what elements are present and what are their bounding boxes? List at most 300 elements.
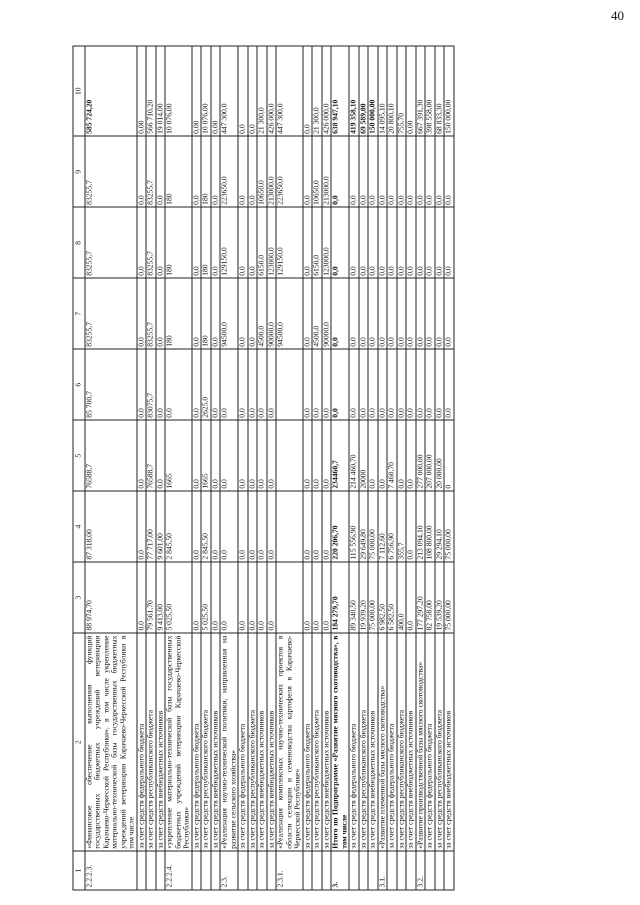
row-total-value: 0,00	[211, 46, 221, 136]
row-year-value: 4500,0	[257, 278, 267, 349]
row-code	[248, 851, 258, 890]
row-year-value: 2 845,50	[201, 491, 211, 562]
column-header: 2	[73, 633, 85, 851]
row-year-value: 180	[165, 207, 192, 278]
row-year-value: 19 539,20	[435, 562, 445, 633]
row-year-value: 0,0	[331, 278, 349, 349]
row-code	[359, 851, 369, 890]
row-year-value: 0,0	[238, 278, 248, 349]
row-total-value: 0,0	[303, 46, 313, 136]
row-year-value: 0,0	[248, 207, 258, 278]
row-year-value: 0,0	[238, 136, 248, 207]
row-total-value: 20 800,10	[387, 46, 397, 136]
row-year-value: 0,0	[220, 562, 238, 633]
row-year-value: 223650,0	[276, 136, 303, 207]
row-total-value: 0,00	[406, 46, 416, 136]
row-year-value: 180	[165, 278, 192, 349]
column-header: 7	[73, 278, 85, 349]
row-year-value: 0,0	[378, 278, 388, 349]
row-year-value: 0,0	[211, 136, 221, 207]
row-year-value: 75 000,00	[368, 491, 378, 562]
row-total-value: 566 710,20	[146, 46, 156, 136]
row-year-value: 0,0	[192, 420, 202, 491]
row-year-value: 0,0	[349, 207, 359, 278]
row-year-value: 0,0	[312, 420, 322, 491]
row-year-value: 0,0	[397, 136, 407, 207]
row-year-value: 0,0	[137, 136, 147, 207]
row-year-value: 0,0	[349, 349, 359, 420]
row-year-value: 7 460,70	[387, 420, 397, 491]
row-description: за счет средств федерального бюджета	[137, 633, 147, 851]
row-total-value: 19 014,00	[156, 46, 166, 136]
row-code	[435, 851, 445, 890]
row-year-value: 0,0	[211, 562, 221, 633]
row-year-value: 0,0	[425, 278, 435, 349]
row-total-value: 755,70	[397, 46, 407, 136]
row-year-value: 77 717,00	[146, 491, 156, 562]
row-year-value: 0,0	[238, 491, 248, 562]
row-code: 2.3.	[220, 851, 238, 890]
column-header: 9	[73, 136, 85, 207]
row-year-value: 0,0	[406, 349, 416, 420]
row-year-value: 0,0	[248, 278, 258, 349]
row-year-value: 10650,0	[312, 136, 322, 207]
row-year-value: 6 582,50	[387, 562, 397, 633]
row-description: «Развитие племенной базы мясного скотоводства»	[378, 633, 388, 851]
row-year-value: 29 649,80	[359, 491, 369, 562]
row-description: за счет средств федерального бюджета	[425, 633, 435, 851]
row-year-value: 0,0	[416, 278, 426, 349]
row-year-value	[276, 349, 303, 420]
row-year-value: 0,0	[211, 207, 221, 278]
row-total-value: 638 947,10	[331, 46, 349, 136]
row-year-value: 83255,7	[146, 207, 156, 278]
row-year-value: 75 000,00	[444, 491, 454, 562]
row-year-value: 90000,0	[322, 278, 332, 349]
funding-source-row	[146, 46, 156, 890]
rotated-table-container	[73, 46, 613, 891]
row-year-value: 0,0	[368, 420, 378, 491]
row-total-value: 21 300,0	[312, 46, 322, 136]
row-code	[397, 851, 407, 890]
row-code: 2.2.2.3.	[85, 851, 137, 890]
row-total-value: 0,0	[238, 46, 248, 136]
row-code	[425, 851, 435, 890]
row-year-value: 0,0	[312, 349, 322, 420]
row-year-value: 83255,7	[85, 136, 137, 207]
row-year-value: 0,0	[312, 562, 322, 633]
row-year-value: 0,0	[248, 349, 258, 420]
row-code: 3.2.	[416, 851, 426, 890]
row-year-value: 0,0	[137, 491, 147, 562]
row-total-value: 398 558,00	[425, 46, 435, 136]
row-description: за счет средств внебюджетных источников	[156, 633, 166, 851]
column-header: 4	[73, 491, 85, 562]
funding-source-row	[257, 46, 267, 890]
measure-row	[220, 46, 238, 890]
row-year-value: 0,0	[397, 349, 407, 420]
row-year-value: 2 845,50	[165, 491, 192, 562]
row-year-value: 0,0	[267, 491, 277, 562]
row-year-value: 0,0	[331, 207, 349, 278]
row-year-value: 0,0	[416, 207, 426, 278]
row-year-value: 0,0	[238, 349, 248, 420]
row-year-value: 123000,0	[322, 207, 332, 278]
row-year-value: 83255,7	[146, 136, 156, 207]
row-code	[192, 851, 202, 890]
column-header: 8	[73, 207, 85, 278]
row-year-value: 0,0	[387, 349, 397, 420]
row-year-value: 0,0	[238, 420, 248, 491]
row-code	[406, 851, 416, 890]
row-year-value: 0,0	[192, 278, 202, 349]
row-year-value: 0,0	[368, 136, 378, 207]
measure-row	[165, 46, 192, 890]
row-year-value: 180	[201, 278, 211, 349]
row-year-value: 0,0	[192, 136, 202, 207]
row-year-value: 7 112,60	[378, 491, 388, 562]
row-total-value: 426 000,0	[322, 46, 332, 136]
row-year-value: 0,0	[137, 278, 147, 349]
row-year-value: 5 025,50	[165, 562, 192, 633]
row-code	[137, 851, 147, 890]
row-year-value: 0,0	[387, 278, 397, 349]
row-code: 2.2.2.4.	[165, 851, 192, 890]
row-description: за счет средств федерального бюджета	[349, 633, 359, 851]
row-description: за счет средств внебюджетных источников	[322, 633, 332, 851]
row-year-value: 0,0	[416, 136, 426, 207]
row-year-value: 9 413,00	[156, 562, 166, 633]
row-code	[303, 851, 313, 890]
row-code	[387, 851, 397, 890]
row-year-value: 0,0	[267, 349, 277, 420]
row-year-value: 177 297,20	[416, 562, 426, 633]
row-code	[201, 851, 211, 890]
row-year-value: 0,0	[368, 349, 378, 420]
row-year-value: 0,0	[425, 349, 435, 420]
subprogram-total-row	[331, 46, 349, 890]
row-description: за счет средств внебюджетных источников	[368, 633, 378, 851]
row-year-value: 0,0	[137, 420, 147, 491]
row-year-value: 0,0	[303, 207, 313, 278]
row-total-value: 447 300,0	[220, 46, 238, 136]
row-total-value: 419 358,10	[349, 46, 359, 136]
row-description: за счет средств внебюджетных источников	[211, 633, 221, 851]
row-year-value: 0,0	[257, 349, 267, 420]
row-year-value: 0,0	[368, 278, 378, 349]
row-year-value: 0,0	[444, 207, 454, 278]
row-code	[146, 851, 156, 890]
row-year-value: 0,0	[331, 136, 349, 207]
row-year-value: 4500,0	[312, 278, 322, 349]
row-year-value: 0,0	[435, 136, 445, 207]
row-year-value: 0,0	[378, 136, 388, 207]
row-year-value: 0,0	[444, 349, 454, 420]
row-year-value: 75 000,00	[444, 562, 454, 633]
row-year-value: 0,0	[349, 136, 359, 207]
row-year-value: 0,0	[238, 562, 248, 633]
row-year-value: 1665	[165, 420, 192, 491]
row-year-value: 90000,0	[267, 278, 277, 349]
row-year-value: 83255,7	[85, 278, 137, 349]
row-year-value: 0,0	[303, 136, 313, 207]
row-description: «укрепление материально-технической базы государственных бюджетных учреждений ветеринарии Карачаево-Черкесской Республики»	[165, 633, 192, 851]
row-code	[444, 851, 454, 890]
funding-source-row	[368, 46, 378, 890]
row-year-value: 207 000,00	[425, 420, 435, 491]
row-total-value: 10 076,00	[165, 46, 192, 136]
row-year-value: 115 556,90	[349, 491, 359, 562]
row-code: 3.1.	[378, 851, 388, 890]
row-description: за счет средств федерального бюджета	[238, 633, 248, 851]
row-year-value: 76588,7	[85, 420, 137, 491]
row-year-value: 0,0	[303, 349, 313, 420]
row-total-value: 69 589,00	[359, 46, 369, 136]
row-year-value: 0,0	[257, 562, 267, 633]
row-year-value: 129150,0	[276, 207, 303, 278]
row-description: «Развитие производственной базы мясного скотоводства»	[416, 633, 426, 851]
row-description: за счет средств внебюджетных источников	[444, 633, 454, 851]
row-year-value: 0,0	[435, 207, 445, 278]
row-year-value	[276, 562, 303, 633]
row-year-value: 6 756,90	[387, 491, 397, 562]
row-total-value: 0,0	[248, 46, 258, 136]
row-description: Итого по Подпрограмме «Развитие мясного скотоводства», в том числе	[331, 633, 349, 851]
row-total-value: 426 000,0	[267, 46, 277, 136]
row-year-value: 400,0	[397, 562, 407, 633]
funding-source-row	[349, 46, 359, 890]
row-year-value: 0,0	[425, 207, 435, 278]
row-year-value: 0,0	[387, 136, 397, 207]
row-total-value: 585 724,20	[85, 46, 137, 136]
row-year-value: 0,0	[257, 491, 267, 562]
row-total-value: 0,00	[192, 46, 202, 136]
row-total-value: 150 000,00	[444, 46, 454, 136]
row-year-value: 0,0	[406, 207, 416, 278]
row-year-value: 0,0	[137, 562, 147, 633]
row-code	[368, 851, 378, 890]
row-year-value: 0,0	[267, 420, 277, 491]
row-year-value: 76588,7	[146, 420, 156, 491]
row-description: за счет средств республиканского бюджета	[312, 633, 322, 851]
row-year-value: 0,0	[378, 349, 388, 420]
column-header: 10	[73, 46, 85, 136]
row-year-value: 0,0	[322, 562, 332, 633]
funding-source-row	[406, 46, 416, 890]
row-year-value: 0,0	[397, 278, 407, 349]
row-year-value: 75 000,00	[368, 562, 378, 633]
row-description: за счет средств федерального бюджета	[387, 633, 397, 851]
row-year-value: 0,0	[257, 420, 267, 491]
row-year-value: 87 318,00	[85, 491, 137, 562]
row-year-value: 0,0	[378, 420, 388, 491]
row-description: «Финансовое обеспечение выполнения функций государственных бюджетных учреждений ветеринарии Карачаево-Черкесской Республики», в том числе укрепление материально-технической базы государственных бюджетных учреждений ветеринарии Карачаево-Черкесской Республики в том числе	[85, 633, 137, 851]
row-year-value: 0,0	[211, 278, 221, 349]
row-year-value: 0,0	[435, 349, 445, 420]
column-header: 3	[73, 562, 85, 633]
row-year-value: 0,0	[220, 349, 238, 420]
row-year-value: 214 460,70	[349, 420, 359, 491]
row-year-value: 94500,0	[220, 278, 238, 349]
row-year-value: 0,0	[349, 278, 359, 349]
row-code	[349, 851, 359, 890]
row-year-value: 277 000,00	[416, 420, 426, 491]
row-year-value: 0,0	[220, 420, 238, 491]
row-description: за счет средств внебюджетных источников	[267, 633, 277, 851]
row-year-value: 123000,0	[267, 207, 277, 278]
column-header: 5	[73, 420, 85, 491]
row-year-value: 0,0	[416, 349, 426, 420]
row-year-value: 0,0	[322, 420, 332, 491]
table-body	[85, 46, 454, 890]
row-total-value: 447 300,0	[276, 46, 303, 136]
row-year-value: 0,0	[397, 420, 407, 491]
row-description: за счет средств республиканского бюджета	[359, 633, 369, 851]
row-year-value: 0,0	[192, 562, 202, 633]
row-year-value: 2625,0	[201, 349, 211, 420]
row-year-value: 79 561,70	[146, 562, 156, 633]
row-year-value: 0,0	[303, 491, 313, 562]
row-year-value: 0,0	[211, 420, 221, 491]
row-year-value: 83255,7	[85, 207, 137, 278]
row-year-value: 0,0	[322, 349, 332, 420]
row-year-value: 0,0	[137, 207, 147, 278]
row-year-value: 0,0	[312, 491, 322, 562]
measure-row	[85, 46, 137, 890]
row-year-value: 29 294,10	[435, 491, 445, 562]
row-year-value: 0,0	[406, 278, 416, 349]
row-year-value: 0,0	[359, 207, 369, 278]
row-year-value: 20 000,00	[435, 420, 445, 491]
row-year-value: 129150,0	[220, 207, 238, 278]
row-total-value: 10 076,00	[201, 46, 211, 136]
row-year-value: 0,0	[359, 136, 369, 207]
row-description: за счет средств внебюджетных источников	[406, 633, 416, 851]
row-year-value: 213000,0	[267, 136, 277, 207]
row-year-value: 0,0	[238, 207, 248, 278]
row-year-value: 0,0	[359, 349, 369, 420]
row-year-value: 184 279,70	[331, 562, 349, 633]
row-year-value: 0,0	[387, 207, 397, 278]
row-description: за счет средств республиканского бюджета	[248, 633, 258, 851]
row-total-value: 667 391,30	[416, 46, 426, 136]
row-year-value: 0,0	[267, 562, 277, 633]
row-year-value: 0,0	[303, 278, 313, 349]
row-year-value: 20000	[359, 420, 369, 491]
row-year-value: 0,0	[137, 349, 147, 420]
row-description: за счет средств республиканского бюджета	[435, 633, 445, 851]
row-code: 2.3.1.	[276, 851, 303, 890]
row-total-value: 150 000,00	[368, 46, 378, 136]
row-year-value: 0,0	[220, 491, 238, 562]
row-year-value: 0,0	[248, 562, 258, 633]
row-year-value: 0,0	[331, 349, 349, 420]
row-year-value: 180	[201, 136, 211, 207]
funding-source-row	[312, 46, 322, 890]
row-year-value: 0,0	[192, 491, 202, 562]
row-description: за счет средств федерального бюджета	[303, 633, 313, 851]
row-year-value: 83255,7	[146, 278, 156, 349]
row-year-value: 0,0	[192, 349, 202, 420]
funding-source-row	[238, 46, 248, 890]
row-code	[257, 851, 267, 890]
row-year-value: 213 094,10	[416, 491, 426, 562]
row-year-value: 6150,0	[312, 207, 322, 278]
row-year-value: 0,0	[406, 420, 416, 491]
row-year-value: 0,0	[397, 207, 407, 278]
row-code	[312, 851, 322, 890]
row-year-value: 234460,7	[331, 420, 349, 491]
row-year-value: 0	[444, 420, 454, 491]
row-year-value: 88 974,70	[85, 562, 137, 633]
row-year-value: 0,0	[322, 491, 332, 562]
budget-table	[73, 46, 455, 891]
header-row	[73, 46, 85, 890]
row-description: за счет средств республиканского бюджета	[201, 633, 211, 851]
row-description: за счет средств федерального бюджета	[192, 633, 202, 851]
row-year-value: 10650,0	[257, 136, 267, 207]
row-code	[238, 851, 248, 890]
row-description: за счет средств республиканского бюджета	[146, 633, 156, 851]
row-total-value: 68 833,30	[435, 46, 445, 136]
row-year-value: 0,0	[359, 278, 369, 349]
row-year-value: 0,0	[211, 349, 221, 420]
row-year-value: 0,0	[156, 278, 166, 349]
row-year-value: 0,0	[248, 491, 258, 562]
row-year-value: 0,0	[303, 420, 313, 491]
row-year-value	[276, 420, 303, 491]
row-year-value: 180	[201, 207, 211, 278]
column-header: 6	[73, 349, 85, 420]
funding-source-row	[444, 46, 454, 890]
row-year-value: 1665	[201, 420, 211, 491]
row-year-value: 213000,0	[322, 136, 332, 207]
row-description: за счет средств внебюджетных источников	[257, 633, 267, 851]
row-year-value: 5 025,50	[201, 562, 211, 633]
funding-source-row	[387, 46, 397, 890]
row-year-value: 0,0	[248, 420, 258, 491]
row-year-value: 0,0	[435, 278, 445, 349]
row-year-value	[276, 491, 303, 562]
row-description: «Реализация комплексных научно-технических проектов в области селекции и семеноводства картофеля в Карачаево-Черкесской Республике»	[276, 633, 303, 851]
row-year-value: 85 700,7	[85, 349, 137, 420]
row-code: 3.	[331, 851, 349, 890]
row-total-value: 0,00	[137, 46, 147, 136]
row-year-value: 0,0	[368, 207, 378, 278]
row-year-value: 9 601,00	[156, 491, 166, 562]
row-year-value: 6150,0	[257, 207, 267, 278]
row-year-value: 6 982,50	[378, 562, 388, 633]
row-year-value: 0,0	[406, 562, 416, 633]
row-total-value: 14 095,10	[378, 46, 388, 136]
row-year-value: 0,0	[378, 207, 388, 278]
row-year-value: 0,0	[406, 491, 416, 562]
row-year-value: 83075,7	[146, 349, 156, 420]
funding-source-row	[425, 46, 435, 890]
row-description: за счет средств республиканского бюджета	[397, 633, 407, 851]
row-year-value: 89 340,50	[349, 562, 359, 633]
row-year-value: 0,0	[211, 491, 221, 562]
column-header: 1	[73, 851, 85, 890]
row-year-value: 0,0	[303, 562, 313, 633]
row-year-value: 0,0	[156, 420, 166, 491]
row-year-value: 220 206,70	[331, 491, 349, 562]
row-year-value: 0,0	[165, 349, 192, 420]
row-year-value: 355,7	[397, 491, 407, 562]
row-year-value: 0,0	[444, 136, 454, 207]
row-total-value: 21 300,0	[257, 46, 267, 136]
measure-row	[276, 46, 303, 890]
